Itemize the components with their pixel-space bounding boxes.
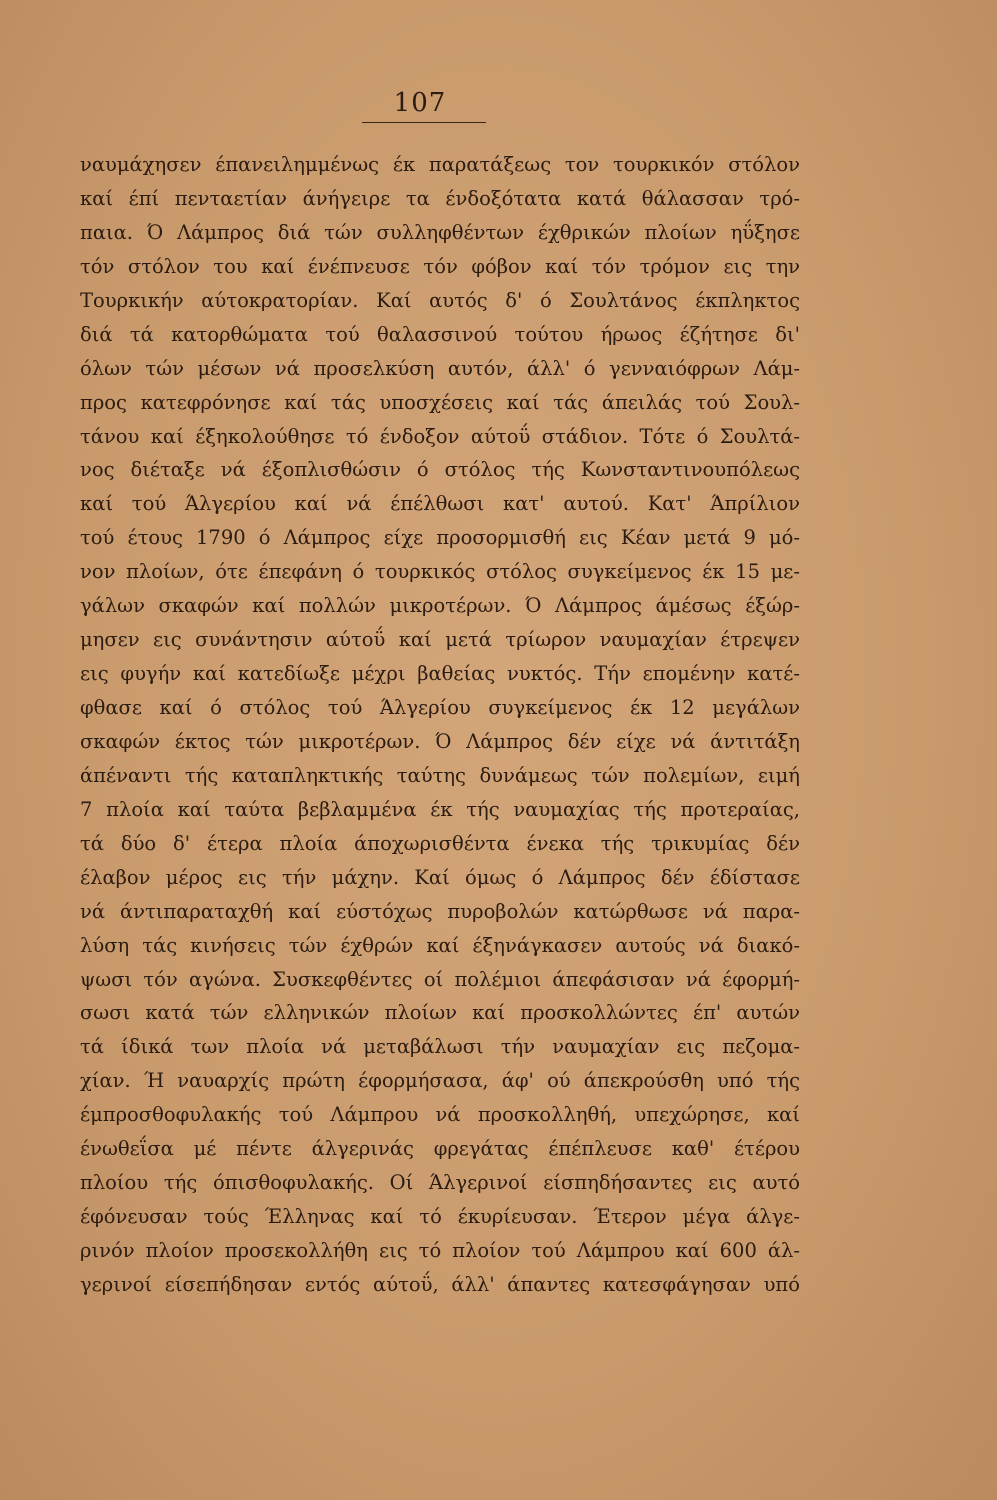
text-line: ρινόν πλοίον προσεκολλήθη εις τό πλοίον τού Λάμπρου καί 600 άλ- bbox=[80, 1239, 800, 1262]
text-line: προς κατεφρόνησε καί τάς υποσχέσεις καί τάς άπειλάς τού Σουλ- bbox=[80, 390, 800, 414]
header-rule bbox=[362, 122, 486, 123]
text-line: σωσι κατά τών ελληνικών πλοίων καί προσκολλώντες έπ' αυτών bbox=[80, 1001, 800, 1025]
text-line: έλαβον μέρος εις τήν μάχην. Καί όμως ό Λάμπρος δέν έδίστασε bbox=[80, 865, 800, 889]
text-line: έφόνευσαν τούς Έλληνας καί τό έκυρίευσαν. Έτερον μέγα άλγε- bbox=[80, 1205, 800, 1229]
text-line: νά άντιπαραταχθή καί εύστόχως πυροβολών κατώρθωσε νά παρα- bbox=[80, 899, 800, 923]
text-line: πλοίου τής όπισθοφυλακής. Οί Άλγερινοί είσπηδήσαντες εις αυτό bbox=[80, 1171, 800, 1195]
text-line: γερινοί είσεπήδησαν εντός αύτοΰ, άλλ' άπαντες κατεσφάγησαν υπό bbox=[80, 1272, 800, 1296]
text-line: τού έτους 1790 ό Λάμπρος είχε προσορμισθή εις Κέαν μετά 9 μό- bbox=[80, 526, 800, 550]
text-line: καί έπί πενταετίαν άνήγειρε τα ένδοξότατα κατά θάλασσαν τρό- bbox=[80, 186, 800, 210]
text-line: τάνου καί έξηκολούθησε τό ένδοξον αύτοΰ στάδιον. Τότε ό Σουλτά- bbox=[80, 424, 800, 448]
text-line: χίαν. Ή ναυαρχίς πρώτη έφορμήσασα, άφ' ού άπεκρούσθη υπό τής bbox=[80, 1069, 800, 1093]
text-line: όλων τών μέσων νά προσελκύση αυτόν, άλλ' ό γενναιόφρων Λάμ- bbox=[80, 356, 800, 380]
text-line: τόν στόλον του καί ένέπνευσε τόν φόβον καί τόν τρόμον εις την bbox=[80, 254, 800, 278]
text-line: ναυμάχησεν έπανειλημμένως έκ παρατάξεως τον τουρκικόν στόλον bbox=[80, 153, 800, 176]
text-line: γάλων σκαφών καί πολλών μικροτέρων. Ό Λάμπρος άμέσως έξώρ- bbox=[80, 594, 800, 618]
text-line: νον πλοίων, ότε έπεφάνη ό τουρκικός στόλος συγκείμενος έκ 15 με- bbox=[80, 560, 800, 584]
text-line: παια. Ό Λάμπρος διά τών συλληφθέντων έχθρικών πλοίων ηΰξησε bbox=[80, 220, 800, 244]
text-line: σκαφών έκτος τών μικροτέρων. Ό Λάμπρος δέν είχε νά άντιτάξη bbox=[80, 729, 800, 753]
page-number: 107 bbox=[393, 88, 447, 118]
text-line: τά δύο δ' έτερα πλοία άποχωρισθέντα ένεκα τής τρικυμίας δέν bbox=[80, 831, 800, 855]
text-line: μησεν εις συνάντησιν αύτοΰ καί μετά τρίωρον ναυμαχίαν έτρεψεν bbox=[80, 628, 800, 652]
text-line: φθασε καί ό στόλος τού Άλγερίου συγκείμενος έκ 12 μεγάλων bbox=[80, 696, 800, 719]
text-line: άπέναντι τής καταπληκτικής ταύτης δυνάμεως τών πολεμίων, ειμή bbox=[80, 763, 800, 787]
text-line: καί τού Άλγερίου καί νά έπέλθωσι κατ' αυτού. Κατ' Άπρίλιον bbox=[80, 492, 800, 516]
text-line: 7 πλοία καί ταύτα βεβλαμμένα έκ τής ναυμαχίας τής προτεραίας, bbox=[80, 797, 800, 821]
body-text bbox=[80, 148, 800, 1302]
text-line: ένωθεΐσα μέ πέντε άλγερινάς φρεγάτας έπέπλευσε καθ' έτέρου bbox=[80, 1137, 800, 1161]
text-line: εις φυγήν καί κατεδίωξε μέχρι βαθείας νυκτός. Τήν επομένην κατέ- bbox=[80, 662, 800, 686]
text-line: διά τά κατορθώματα τού θαλασσινού τούτου ήρωος έζήτησε δι' bbox=[80, 322, 800, 346]
text-line: νος διέταξε νά έξοπλισθώσιν ό στόλος τής Κωνσταντινουπόλεως bbox=[80, 458, 800, 482]
text-line: λύση τάς κινήσεις τών έχθρών καί έξηνάγκασεν αυτούς νά διακό- bbox=[80, 933, 800, 957]
text-line: Τουρκικήν αύτοκρατορίαν. Καί αυτός δ' ό Σουλτάνος έκπληκτος bbox=[80, 288, 800, 312]
text-line: τά ίδικά των πλοία νά μεταβάλωσι τήν ναυμαχίαν εις πεζομα- bbox=[80, 1035, 800, 1059]
text-line: ψωσι τόν αγώνα. Συσκεφθέντες οί πολέμιοι άπεφάσισαν νά έφορμή- bbox=[80, 967, 800, 991]
text-line: έμπροσθοφυλακής τού Λάμπρου νά προσκολληθή, υπεχώρησε, καί bbox=[80, 1103, 800, 1127]
